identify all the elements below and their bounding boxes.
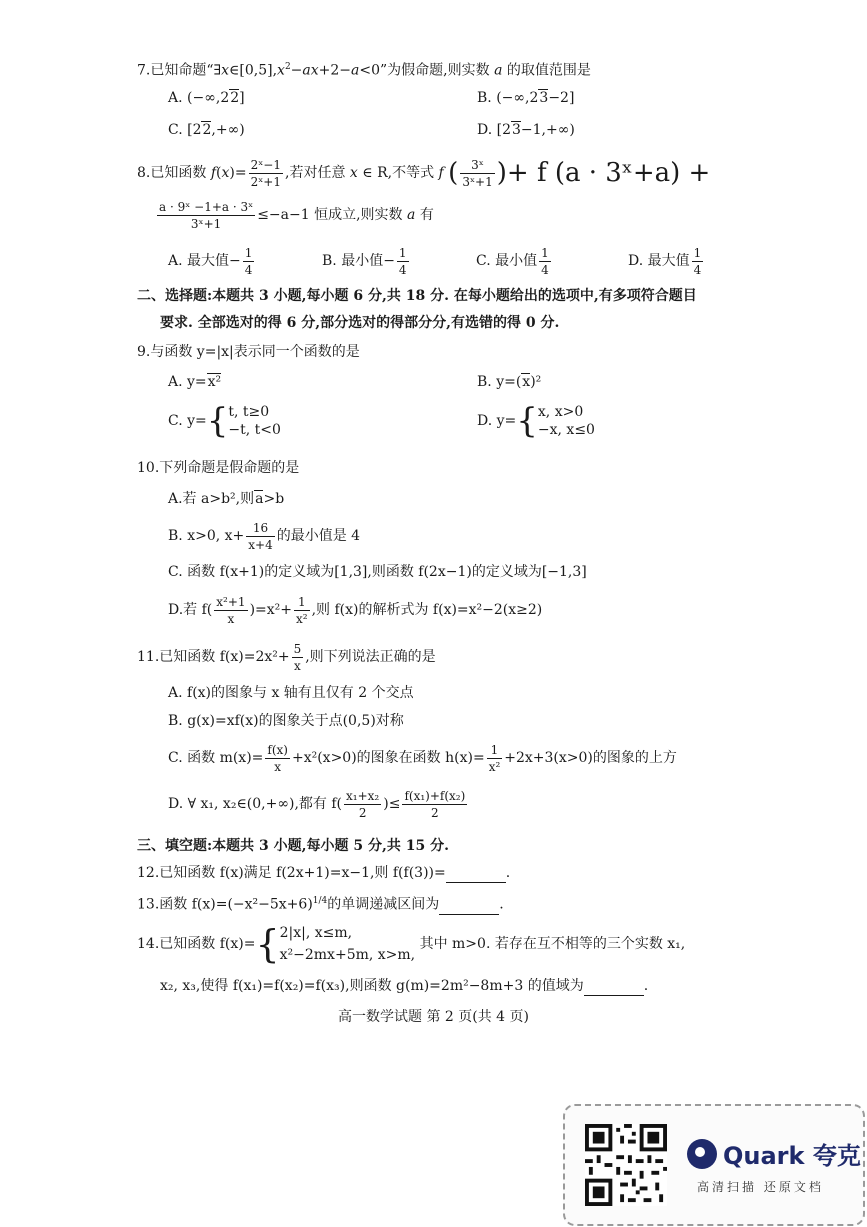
quark-logo [687,1136,861,1171]
q11-option-a: A. f(x)的图象与 x 轴有且仅有 2 个交点 [168,685,414,701]
q7-option-b: B. (−∞,23−2] [477,90,575,106]
q8-option-a: A. 最大值− $\frac{1}{4}$ [168,245,253,277]
q9-option-b: B. y=(x)² [477,374,542,390]
q9-option-d: D. y={ x, x>0 −x, x≤0 [477,401,595,441]
page-footer: 高一数学试题 第 2 页(共 4 页) [338,1009,529,1025]
quark-watermark [563,1104,865,1226]
q10-stem: 10.下列命题是假命题的是 [137,460,300,476]
q13-answer-blank[interactable] [439,900,499,915]
q7-option-d: D. [23−1,+∞) [477,122,575,138]
q8-option-d: D. 最大值 $\frac{1}{4}$ [628,245,702,277]
q7-option-a: A. (−∞,22] [168,90,245,106]
q8-option-b: B. 最小值− $\frac{1}{4}$ [322,245,407,277]
q13-stem: 13.函数 $f(x)=(-x^2-5x+6)^{1/4}$的单调递减区间为 . [137,896,504,913]
q14-answer-blank[interactable] [584,981,644,996]
section-3-heading: 三、填空题:本题共 3 小题,每小题 5 分,共 15 分. [137,838,449,854]
q8-stem: 8.已知函数 f(x)= $\frac{\text{2ˣ−1}}{\text{2ˣ+1}}$ ,若对任意 x ∈ R,不等式 f ( $\frac{\text{3ˣ}}{\text{3ˣ+1}}$ )+ f (a · 3ˣ+a) + [137,157,711,189]
quark-subtitle: 高清扫描 还原文档 [697,1180,824,1194]
section-2-heading: 二、选择题:本题共 3 小题,每小题 6 分,共 18 分. 在每小题给出的选项中,有多项符合题目 [137,288,697,304]
q9-option-a: A. y=x² [168,374,222,390]
q8-option-c: C. 最小值 $\frac{1}{4}$ [476,245,549,277]
q14-stem-line2: x₂, x₃,使得 f(x₁)=f(x₂)=f(x₃),则函数 g(m)=2m²−8m+3 的值域为 . [160,978,649,994]
q12-answer-blank[interactable] [446,868,506,883]
q11-stem: 11.已知函数 f(x)=2x²+ $\frac{5}{x}$ ,则下列说法正确的是 [137,641,436,673]
qr-code-icon [585,1124,667,1206]
q9-stem: 9.与函数 y=|x|表示同一个函数的是 [137,344,360,360]
q10-option-c: C. 函数 f(x+1)的定义域为[1,3],则函数 f(2x−1)的定义域为[−1,3] [168,564,587,580]
q10-option-a: A.若 a>b²,则a>b [168,491,285,507]
q8-stem-line2: $\frac{\text{a · 9ˣ −1+a · 3ˣ}}{\text{3ˣ+1}}$ ≤−a−1 恒成立,则实数 a 有 [159,199,434,231]
q7-stem: 7.已知命题“$\exists x\in[0,5],x^2-ax+2-a<0$”为假命题,则实数 a 的取值范围是 [137,62,591,79]
quark-brand-text: Quark 夸克 [723,1142,861,1170]
q11-option-c: C. 函数 m(x)= $\frac{f(x)}{x}$ +x²(x>0)的图象在函数 h(x)= $\frac{1}{\text{x²}}$ +2x+3(x>0)的图象的上方 [168,742,677,774]
quark-logo-icon [687,1139,717,1169]
q11-option-b: B. g(x)=xf(x)的图象关于点(0,5)对称 [168,713,404,729]
q7-option-c: C. [22,+∞) [168,122,245,138]
q14-stem: 14.已知函数 f(x)={ 2|x|, x≤m, x²−2mx+5m, x>m, 其中 m>0. 若存在互不相等的三个实数 x₁, [137,922,686,966]
q9-option-c: C. y={ t, t≥0 −t, t<0 [168,401,281,441]
q11-option-d: D. ∀ x₁, x₂∈(0,+∞),都有 f( $\frac{\text{x₁+x₂}}{2}$ )≤ $\frac{\text{f(x₁)+f(x₂)}}{2}$ [168,788,466,820]
q12-stem: 12.已知函数 f(x)满足 f(2x+1)=x−1,则 f(f(3))= . [137,865,511,881]
q10-option-b: B. x>0, x+ $\frac{16}{x+4}$ 的最小值是 4 [168,520,361,552]
q10-option-d: D.若 f( $\frac{\text{x²+1}}{x}$ )=x²+ $\frac{1}{\text{x²}}$ ,则 f(x)的解析式为 f(x)=x²−2(x≥2) [168,594,543,626]
section-2-heading-line2: 要求. 全部选对的得 6 分,部分选对的得部分分,有选错的得 0 分. [160,315,560,331]
